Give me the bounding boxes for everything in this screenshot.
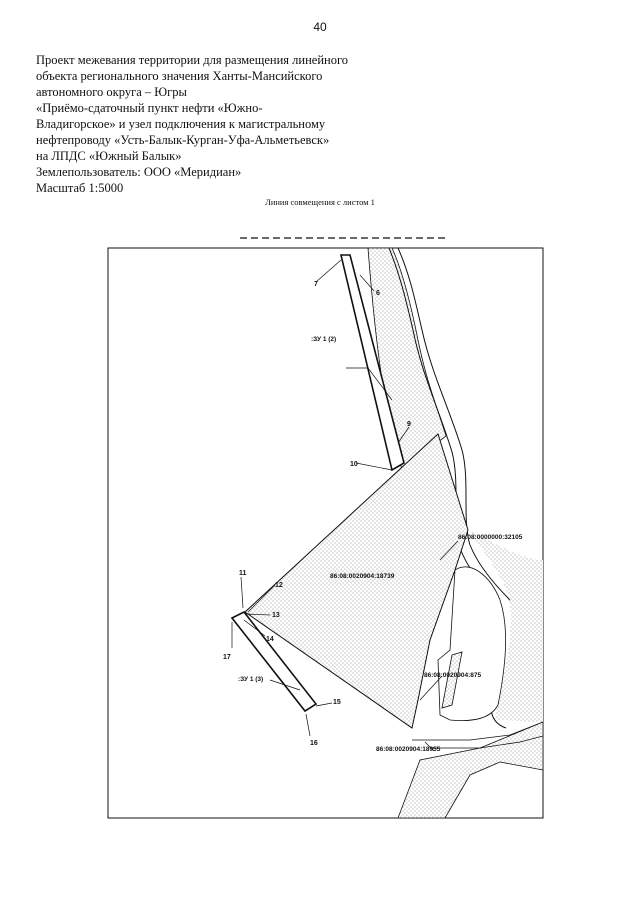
point-number-10: 10 <box>350 461 358 468</box>
point-number-13: 13 <box>272 612 280 619</box>
parcel-label-18739: 86:08:0020904:18739 <box>330 573 395 580</box>
title-line: автономного округа – Югры <box>36 85 187 99</box>
zone-label-zu-1-2: :ЗУ 1 (2) <box>311 336 337 343</box>
point-number-12: 12 <box>275 582 283 589</box>
map-frame <box>108 248 543 818</box>
leader-line <box>316 703 332 706</box>
title-line: Проект межевания территории для размещения линейного <box>36 53 349 67</box>
title-line: объекта регионального значения Ханты-Мансийского <box>36 69 323 83</box>
title-line: «Приёмо-сдаточный пункт нефти «Южно- <box>36 101 263 115</box>
title-line: на ЛПДС «Южный Балык» <box>36 149 182 163</box>
leader-line <box>356 463 392 470</box>
land-user-line: Землепользователь: ООО «Меридиан» <box>36 165 242 179</box>
scale-line: Масштаб 1:5000 <box>36 181 124 195</box>
bottom-road-band <box>398 722 543 818</box>
point-number-17: 17 <box>223 654 231 661</box>
point-number-9: 9 <box>407 421 411 428</box>
match-line-label: Линия совмещения с листом 1 <box>265 197 375 207</box>
page-number: 40 <box>313 20 327 34</box>
point-number-15: 15 <box>333 699 341 706</box>
parcel-label-32105: 86:08:0000000:32105 <box>458 534 523 541</box>
point-number-16: 16 <box>310 740 318 747</box>
leader-line <box>316 260 341 282</box>
point-number-6: 6 <box>376 290 380 297</box>
title-line: Владигорское» и узел подключения к магистральному <box>36 117 326 131</box>
point-number-14: 14 <box>266 636 274 643</box>
title-line: нефтепроводу «Усть-Балык-Курган-Уфа-Альметьевск» <box>36 133 330 147</box>
parcel-label-18955: 86:08:0020904:18955 <box>376 746 441 753</box>
point-number-7: 7 <box>314 281 318 288</box>
point-number-11: 11 <box>239 570 247 577</box>
leader-line <box>241 577 243 608</box>
leader-line <box>306 714 310 736</box>
river-strip <box>368 248 446 470</box>
zone-label-zu-1-3: :ЗУ 1 (3) <box>238 676 264 683</box>
parcel-label-875: 86:08:0020904:875 <box>424 672 482 679</box>
